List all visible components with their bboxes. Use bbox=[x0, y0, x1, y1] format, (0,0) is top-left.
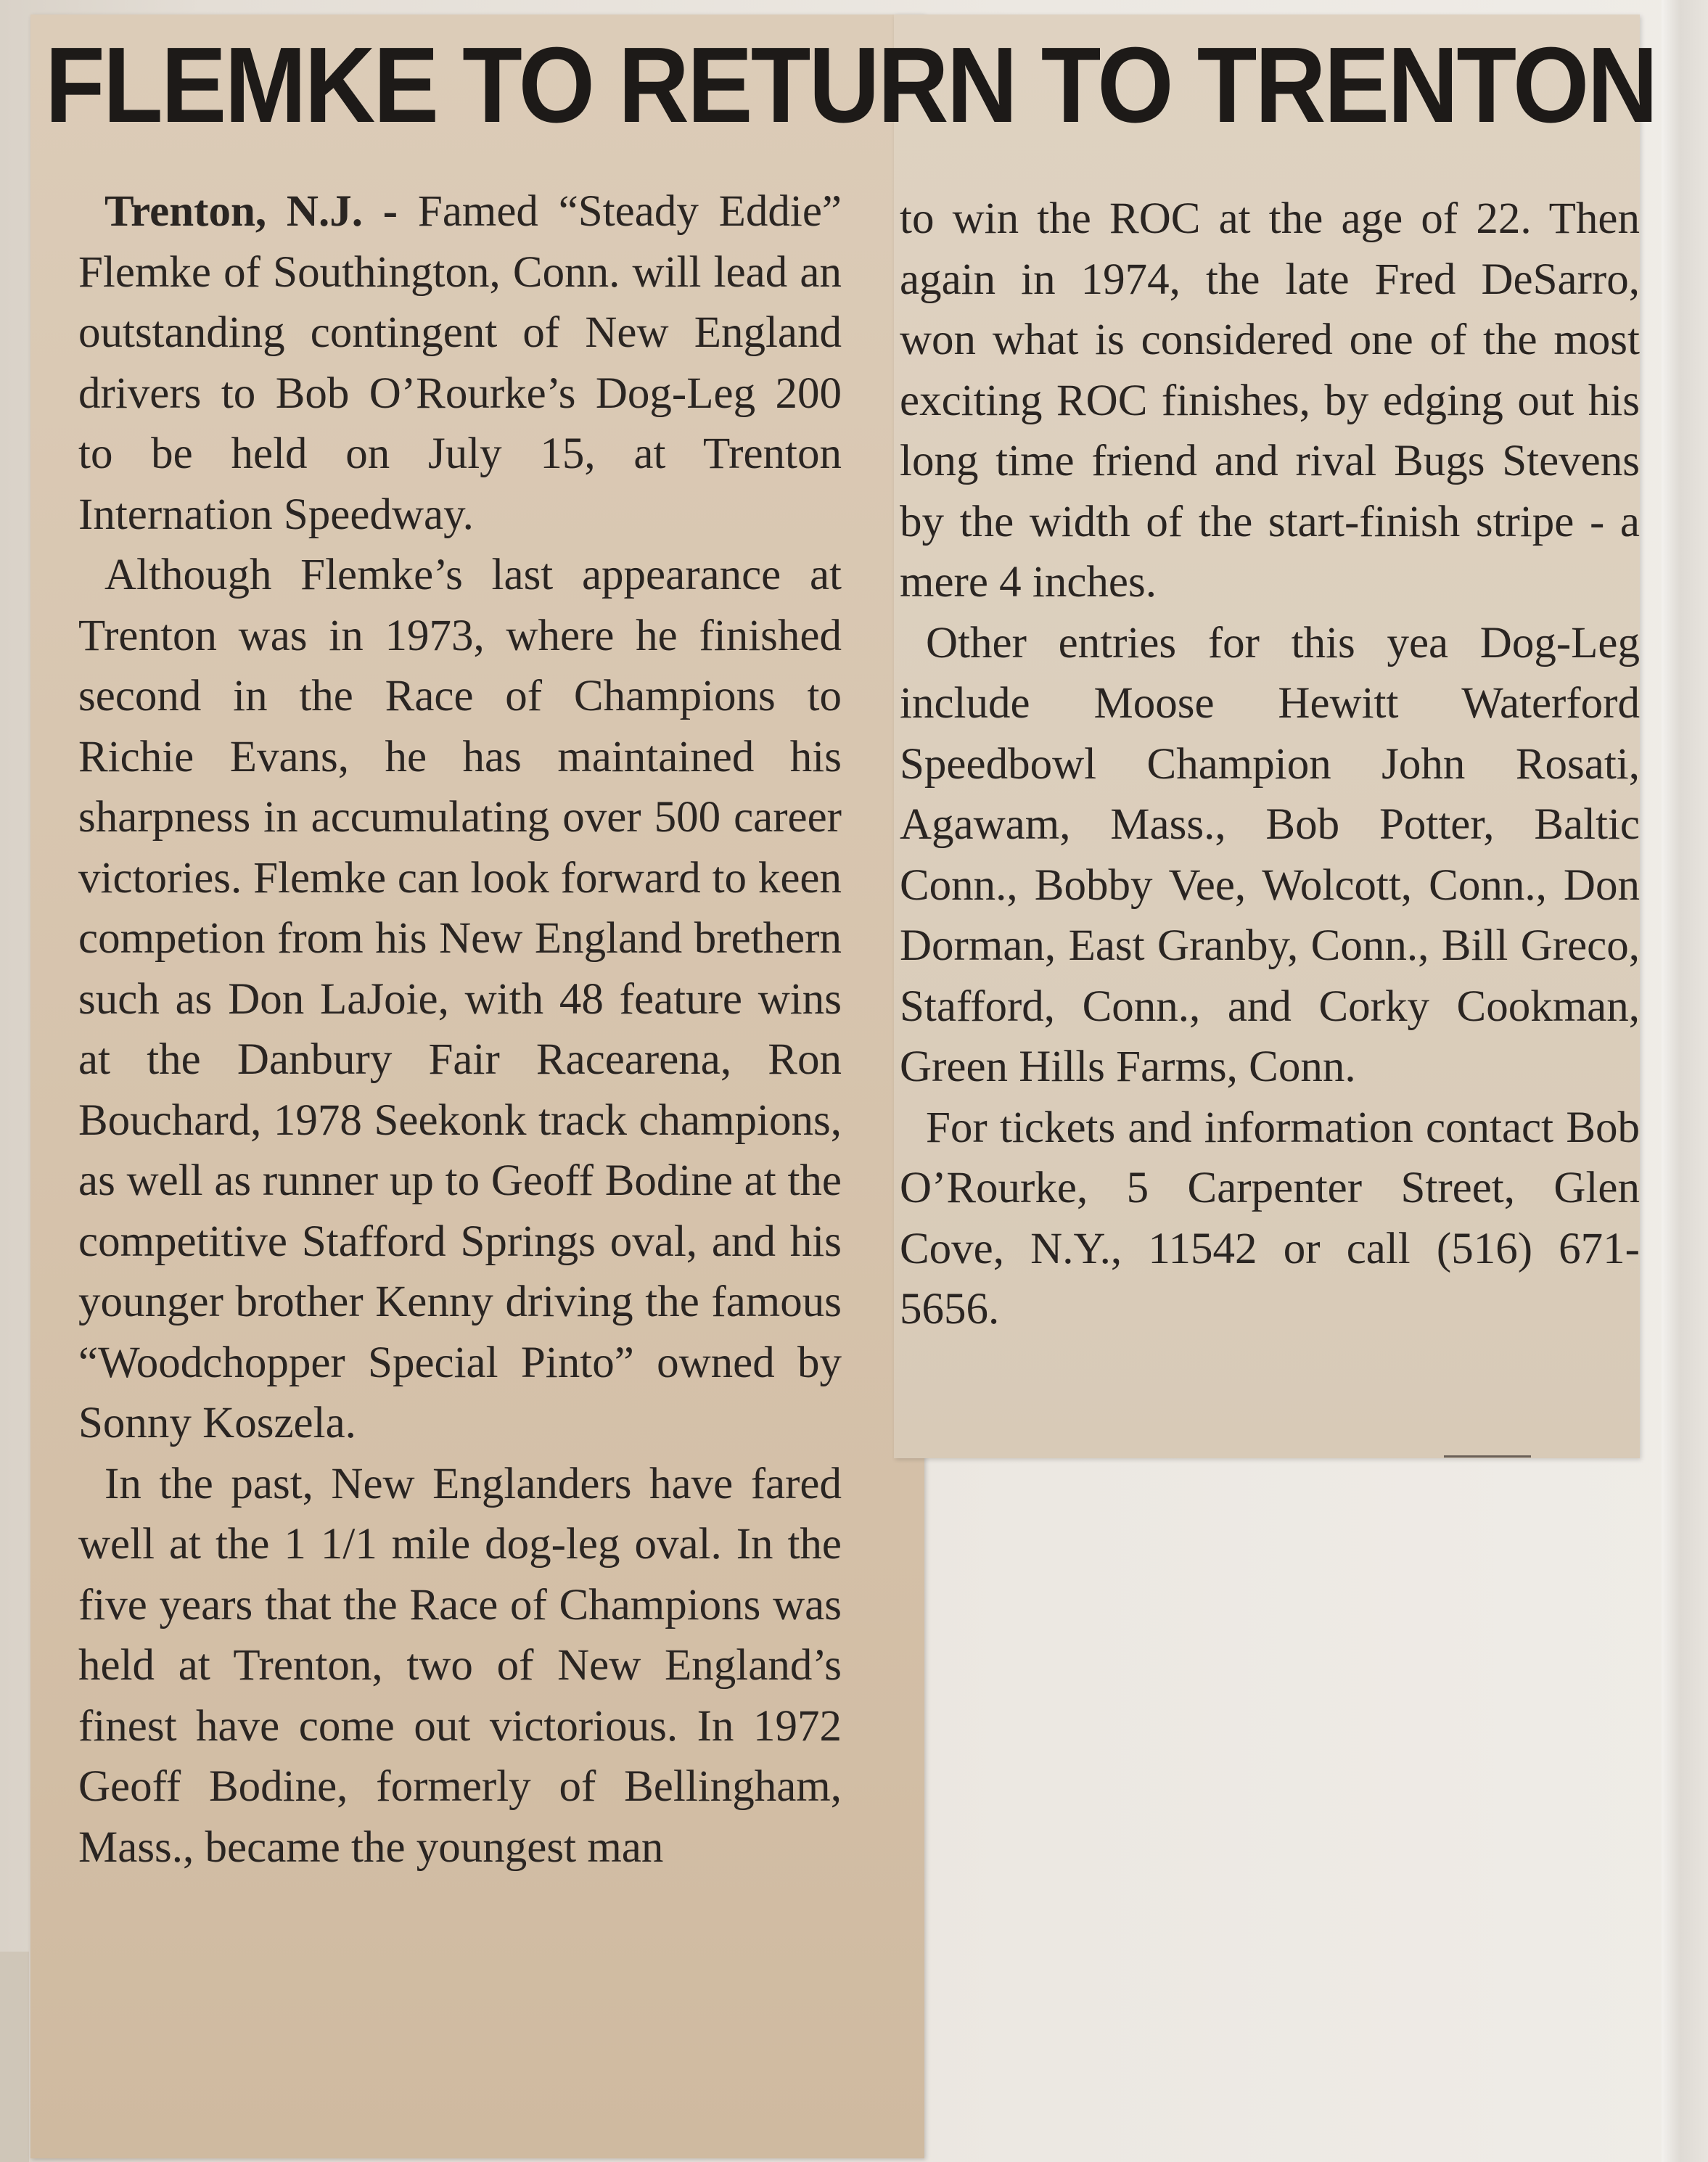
board-edge bbox=[1662, 0, 1708, 2162]
end-rule bbox=[1444, 1455, 1531, 1458]
headline: FLEMKE TO RETURN TO TRENTON bbox=[45, 25, 1656, 145]
paragraph-3-continued: to win the ROC at the age of 22. Then again in 1974, the late Fred DeSarro, won what is considered one of the most exciting ROC finishes, by edging out his long time friend and rival Bugs Stevens by the width of the start-finish stripe - a mere 4 inches. bbox=[900, 194, 1640, 607]
article-column-left bbox=[78, 181, 842, 1878]
paragraph-4: Other entries for this yea Dog-Leg include Moose Hewitt Waterford Speedbowl Champion John Rosati, Agawam, Mass., Bob Potter, Baltic Conn., Bobby Vee, Wolcott, Conn., Don Dorman, East Granby, Conn., Bill Greco, Stafford, Conn., and Corky Cookman, Green Hills Farms, Conn. bbox=[900, 618, 1640, 1091]
article-column-right bbox=[900, 189, 1640, 1340]
paragraph-intro bbox=[78, 181, 842, 545]
paragraph-5: For tickets and information contact Bob O’Rourke, 5 Carpenter Street, Glen Cove, N.Y., 11542 or call (516) 671-5656. bbox=[900, 1103, 1640, 1333]
paragraph-3: In the past, New Englanders have fared well at the 1 1/1 mile dog-leg oval. In the five years that the Race of Champions was held at Trenton, two of New England’s finest have come out victorious. In 1972 Geoff Bodine, formerly of Bellingham, Mass., became the youngest man bbox=[78, 1459, 842, 1872]
paragraph-2: Although Flemke’s last appearance at Trenton was in 1973, where he finished second in the Race of Champions to Richie Evans, he has maintained his sharpness in accumulating over 500 career victories. Flemke can look forward to keen competion from his New England brethern such as Don LaJoie, with 48 feature wins at the Danbury Fair Racearena, Ron Bouchard, 1978 Seekonk track champions, as well as runner up to Geoff Bodine at the competitive Stafford Springs oval, and his younger brother Kenny driving the famous “Woodchopper Special Pinto” owned by Sonny Koszela. bbox=[78, 551, 842, 1447]
dateline: Trenton, N.J. - bbox=[104, 187, 398, 236]
board-corner bbox=[0, 1952, 29, 2162]
paragraph-1-text: Famed “Steady Eddie” Flemke of Southington, Conn. will lead an outstanding contingent of New England drivers to Bob O’Rourke’s Dog-Leg 200 to be held on July 15, at Trenton Internation Speedway. bbox=[78, 187, 842, 539]
